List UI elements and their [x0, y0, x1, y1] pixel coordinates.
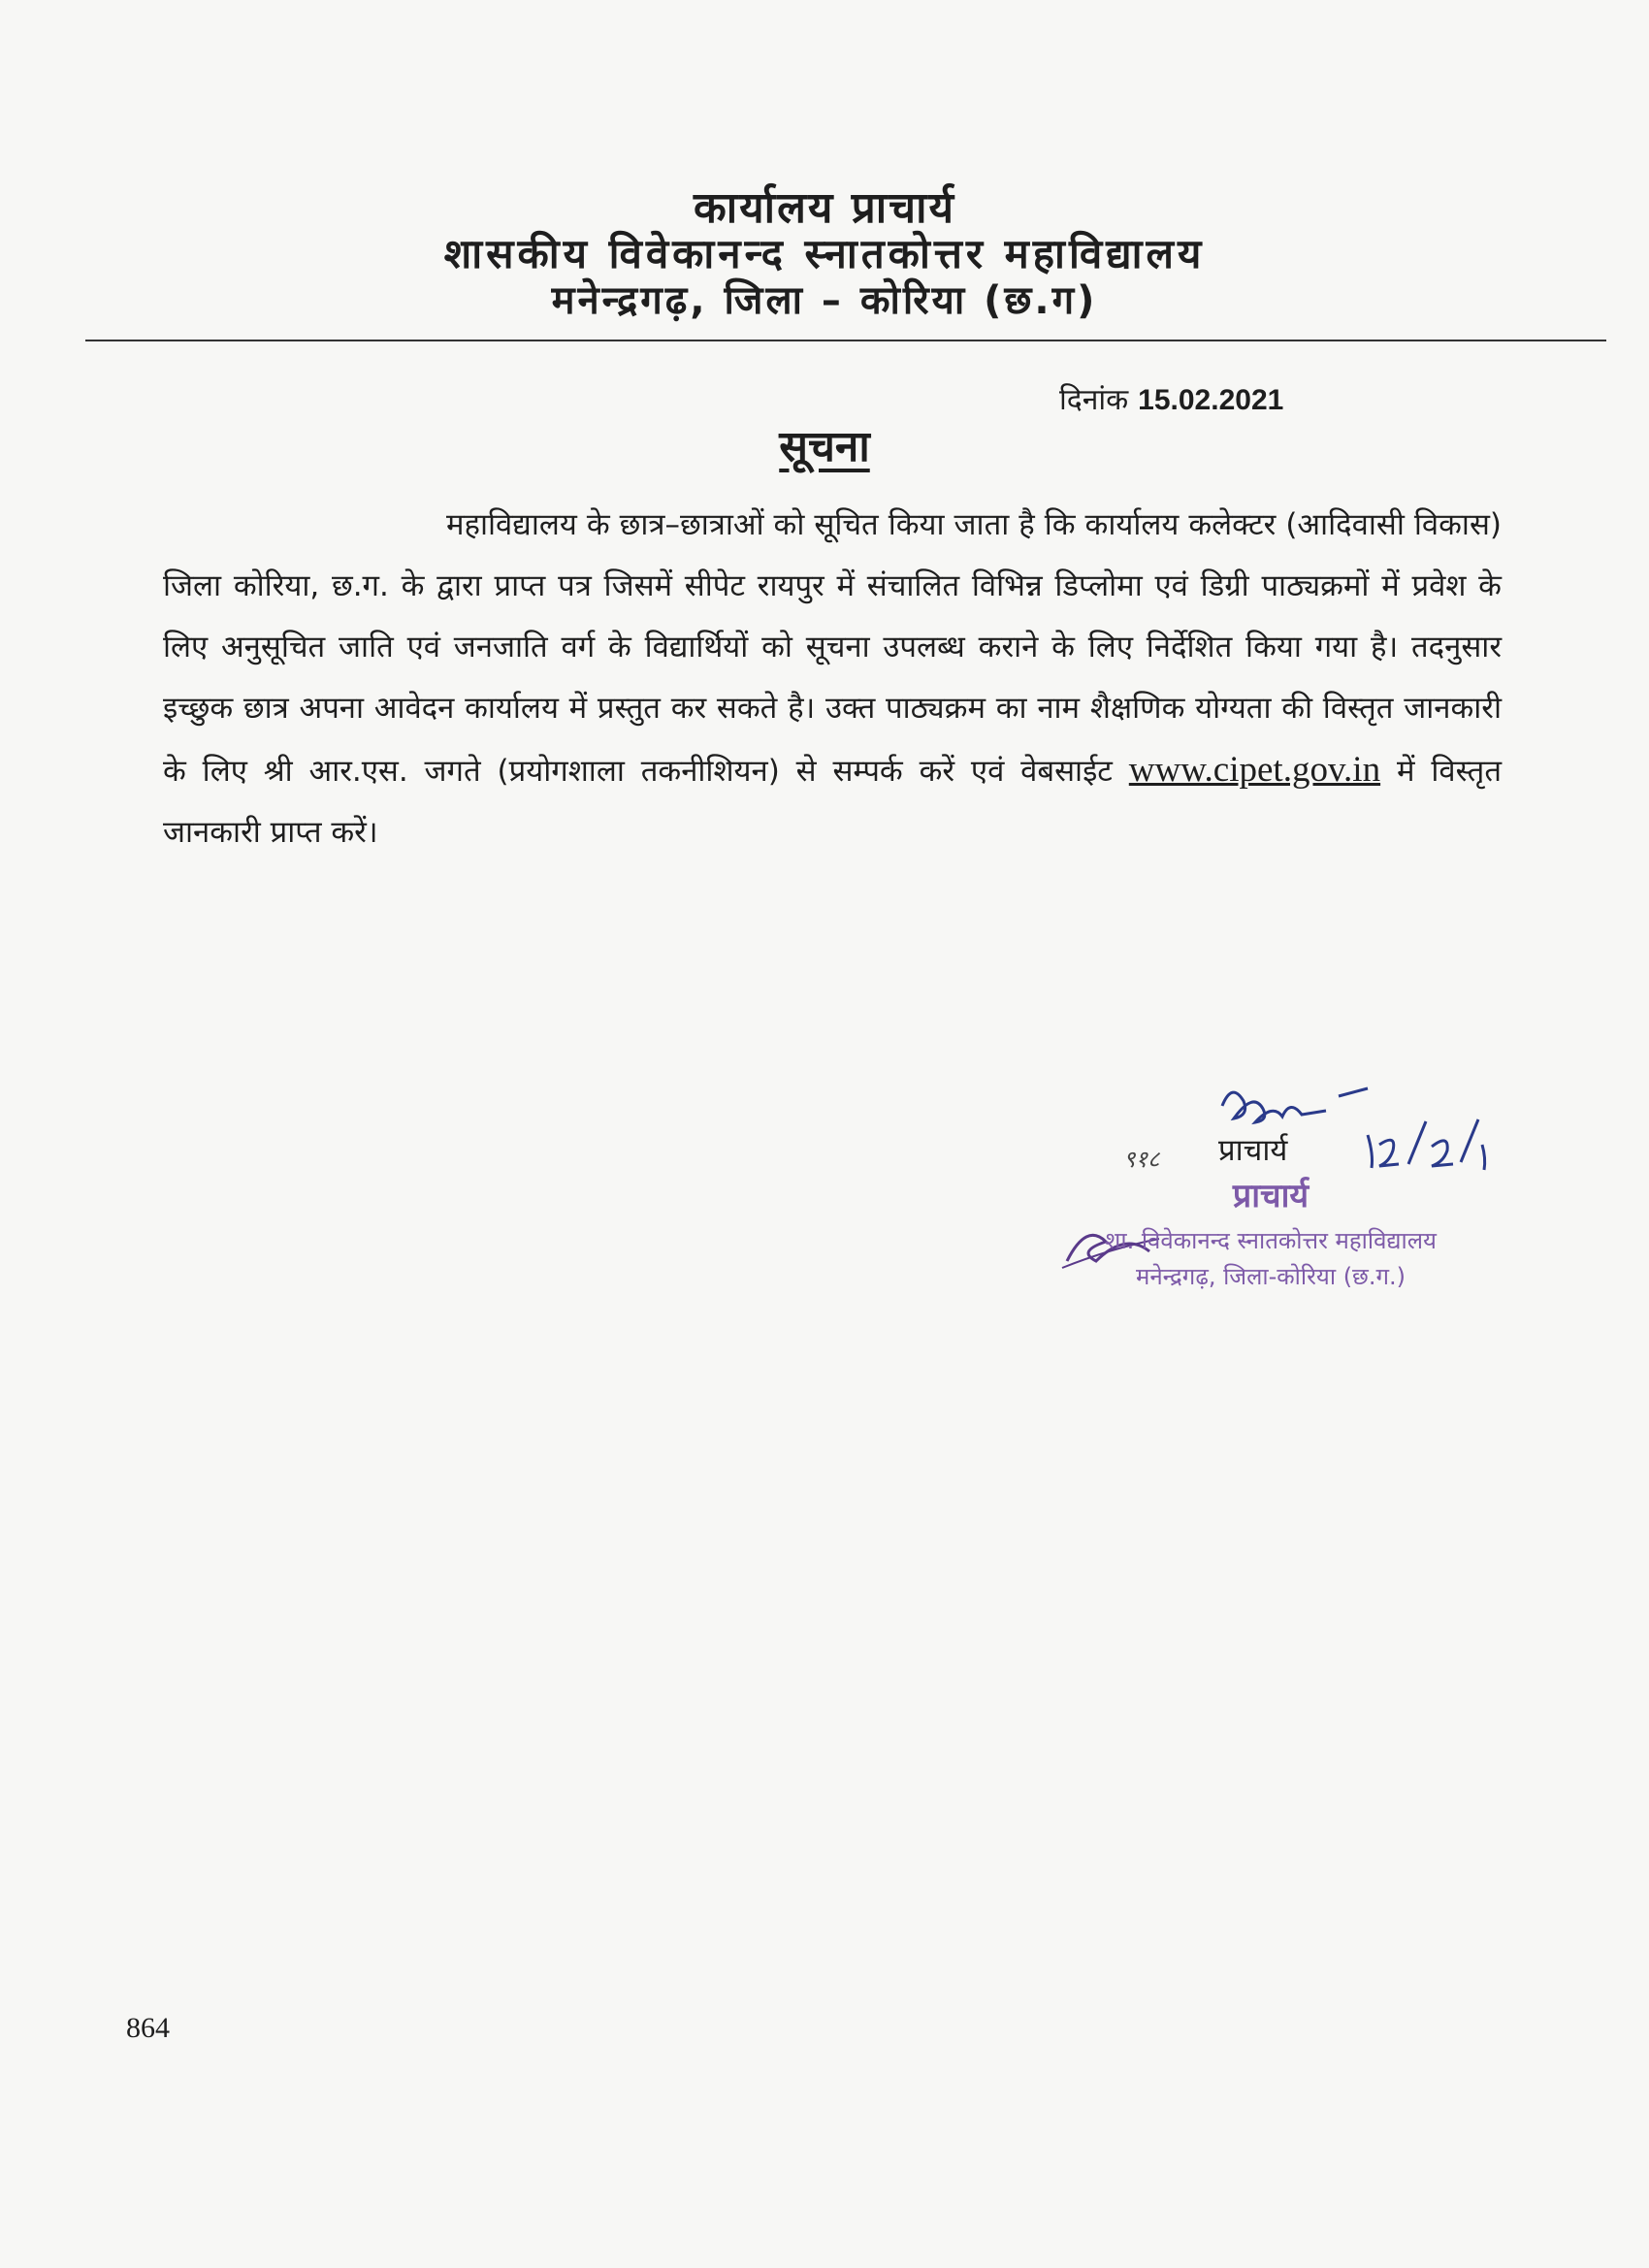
header-divider [85, 340, 1606, 341]
notice-paragraph [163, 495, 1502, 863]
page-number: 864 [126, 2012, 170, 2044]
date-value: 15.02.2021 [1138, 384, 1284, 416]
notice-title [0, 415, 1649, 473]
signature-label: प्राचार्य [1218, 1133, 1288, 1168]
date-label: दिनांक [1059, 383, 1129, 417]
date-line [1059, 378, 1283, 418]
office-stamp [1067, 1172, 1474, 1292]
notice-title-text: सूचना [779, 422, 870, 471]
notice-text-1: महाविद्यालय के छात्र–छात्राओं को सूचित किया जाता है कि कार्यालय कलेक्टर (आदिवासी विकास) जिला कोरिया, छ.ग. के द्वारा प्राप्त पत्र जिसमें सीपेट रायपुर में संचालित विभिन्न डिप्लोमा एवं डिग्री पाठ्यक्रमों में प्रवेश के लिए अनुसूचित जाति एवं जनजाति वर्ग के विद्यार्थियों को सूचना उपलब्ध कराने के लिए निर्देशित किया गया है। तदनुसार इच्छुक छात्र अपना आवेदन कार्यालय में प्रस्तुत कर सकते है। उक्त पाठ्यक्रम का नाम शैक्षणिक योग्यता की विस्तृत जानकारी के लिए श्री आर.एस. जगते (प्रयोगशाला तकनीशियन) से सम्पर्क करें एवं वेबसाईट [163, 507, 1502, 789]
stamp-college: शा. विवेकानन्द स्नातकोत्तर महाविद्यालय [1105, 1227, 1437, 1254]
college-name: शासकीय विवेकानन्द स्नातकोत्तर महाविद्यालय [443, 230, 1206, 277]
college-location: मनेन्द्रगढ़, जिला – कोरिया (छ.ग) [551, 278, 1098, 323]
signature-note: ९१८ [1123, 1146, 1160, 1173]
notice-body [163, 495, 1502, 863]
office-heading: कार्यालय प्राचार्य [693, 183, 956, 233]
stamp-title: प्राचार्य [1232, 1177, 1310, 1215]
website-link[interactable]: www.cipet.gov.in [1128, 750, 1381, 790]
stamp-location: मनेन्द्रगढ़, जिला-कोरिया (छ.ग.) [1135, 1263, 1406, 1290]
notice-text-2: में विस्तृत जानकारी प्राप्त करें। [163, 754, 1503, 850]
